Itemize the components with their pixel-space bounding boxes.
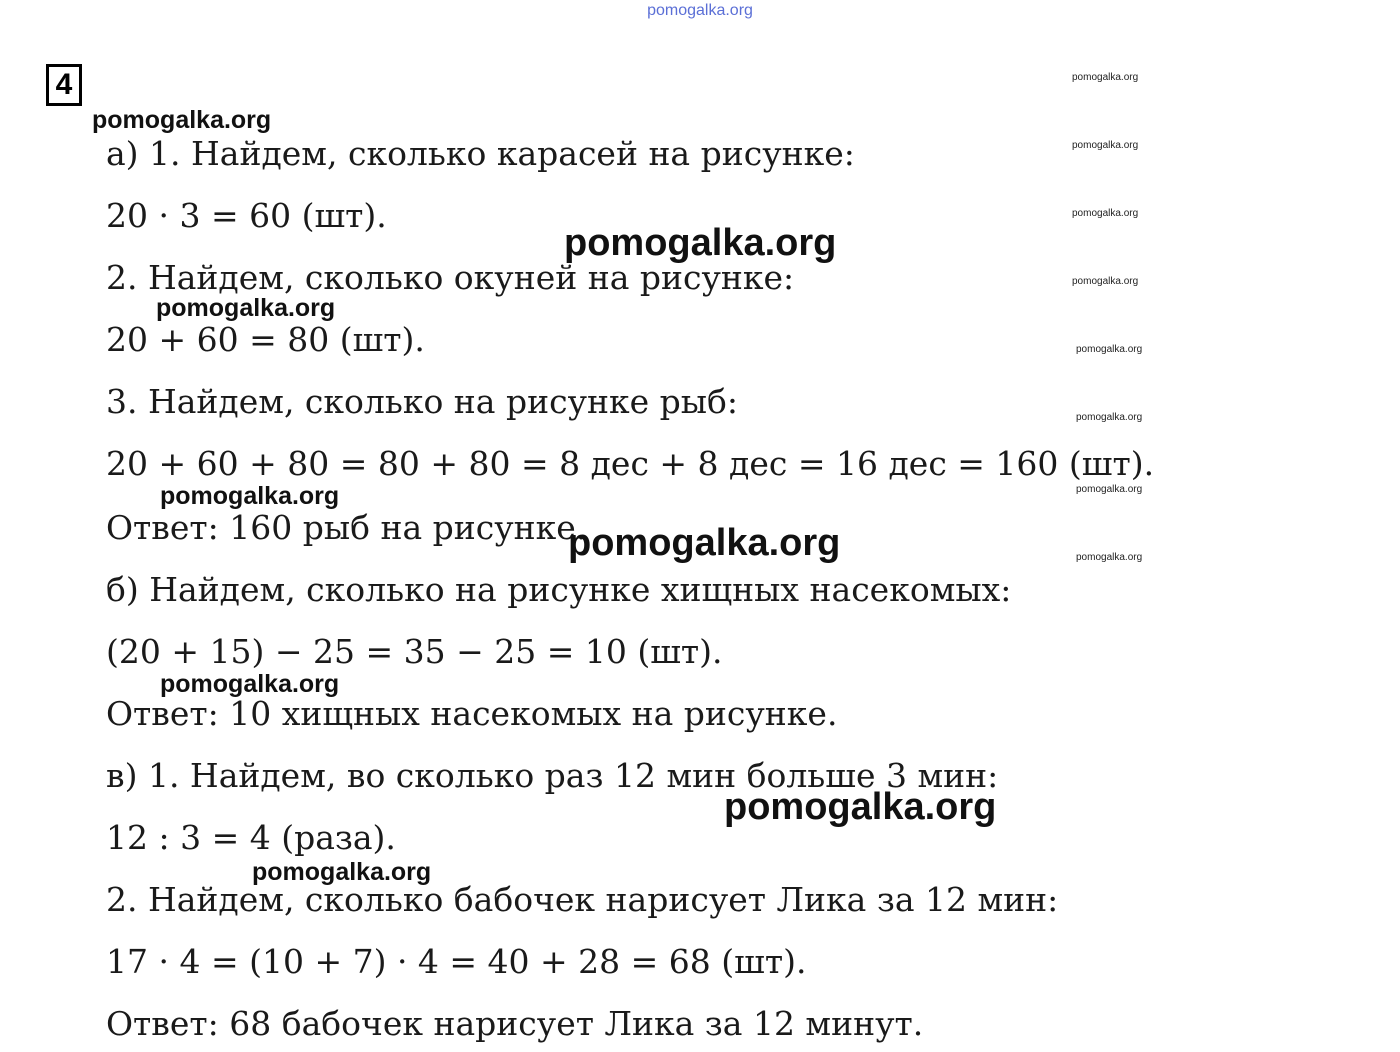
tiny-watermark: pomogalka.org xyxy=(1076,484,1143,495)
tiny-watermark: pomogalka.org xyxy=(1072,140,1139,151)
tiny-watermark: pomogalka.org xyxy=(1072,276,1139,287)
watermark: pomogalka.org xyxy=(160,482,340,510)
tiny-watermark: pomogalka.org xyxy=(1072,208,1139,219)
tiny-watermark: pomogalka.org xyxy=(1076,552,1143,563)
solution-line-a1-calc: 20 · 3 = 60 (шт). xyxy=(106,196,387,235)
task-number: 4 xyxy=(46,64,82,106)
solution-line-a2-calc: 20 + 60 = 80 (шт). xyxy=(106,320,425,359)
watermark-large: pomogalka.org xyxy=(724,786,997,828)
tiny-watermark: pomogalka.org xyxy=(1076,412,1143,423)
tiny-watermark: pomogalka.org xyxy=(1072,72,1139,83)
watermark-large: pomogalka.org xyxy=(564,222,837,264)
solution-line-a3-calc: 20 + 60 + 80 = 80 + 80 = 8 дес + 8 дес = 16 дес = 160 (шт). xyxy=(106,444,1155,483)
answer-line-a: Ответ: 160 рыб на рисунке. xyxy=(106,508,587,547)
solution-line-b-calc: (20 + 15) − 25 = 35 − 25 = 10 (шт). xyxy=(106,632,723,671)
solution-line-c1-calc: 12 : 3 = 4 (раза). xyxy=(106,818,396,857)
watermark: pomogalka.org xyxy=(252,858,432,886)
solution-line-b: б) Найдем, сколько на рисунке хищных насекомых: xyxy=(106,570,1012,609)
solution-line-c1: в) 1. Найдем, во сколько раз 12 мин больше 3 мин: xyxy=(106,756,999,795)
solution-line-c2: 2. Найдем, сколько бабочек нарисует Лика за 12 мин: xyxy=(106,880,1059,919)
tiny-watermark: pomogalka.org xyxy=(1076,344,1143,355)
solution-line-c2-calc: 17 · 4 = (10 + 7) · 4 = 40 + 28 = 68 (шт). xyxy=(106,942,807,981)
watermark: pomogalka.org xyxy=(156,294,336,322)
site-link[interactable]: pomogalka.org xyxy=(647,2,753,19)
solution-line-a1: а) 1. Найдем, сколько карасей на рисунке: xyxy=(106,134,855,173)
watermark-large: pomogalka.org xyxy=(568,522,841,564)
answer-line-b: Ответ: 10 хищных насекомых на рисунке. xyxy=(106,694,838,733)
solution-line-a3: 3. Найдем, сколько на рисунке рыб: xyxy=(106,382,738,421)
solution-line-a2: 2. Найдем, сколько окуней на рисунке: xyxy=(106,258,795,297)
answer-line-c: Ответ: 68 бабочек нарисует Лика за 12 минут. xyxy=(106,1004,924,1043)
watermark: pomogalka.org xyxy=(160,670,340,698)
watermark: pomogalka.org xyxy=(92,106,272,134)
